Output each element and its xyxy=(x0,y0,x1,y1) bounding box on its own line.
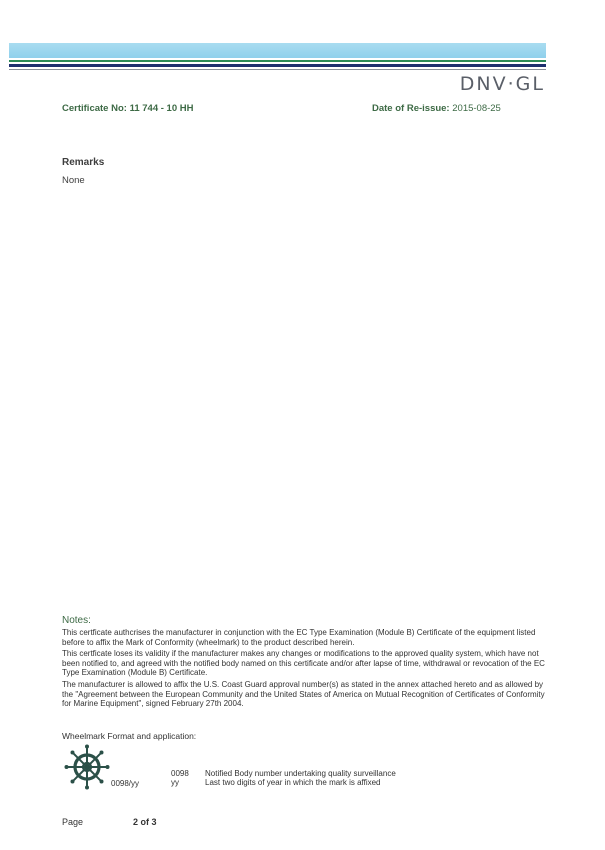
legend-code: yy xyxy=(171,778,179,787)
wheelmark-format: 0098/yy xyxy=(111,779,140,788)
notes-body xyxy=(62,628,547,711)
header-rule-gray xyxy=(9,69,546,70)
header-rule-navy xyxy=(9,64,546,67)
reissue-value: 2015-08-25 xyxy=(452,103,501,114)
notes-title: Notes: xyxy=(62,615,91,626)
notes-paragraph: This certficate authcrises the manufacturer in conjunction with the EC Type Examination (Module B) Certificate of the equipment listed before to affix the Mark of Conformity (wheelmark) to the product described herein. xyxy=(62,628,536,647)
remarks-title: Remarks xyxy=(62,157,105,168)
page-number: 2 of 3 xyxy=(133,817,157,827)
wheelmark-title: Wheelmark Format and application: xyxy=(62,731,197,741)
header-rule-green xyxy=(9,60,546,62)
legend-code: 0098 xyxy=(171,769,189,778)
remarks-value: None xyxy=(62,175,85,186)
notes-paragraph: The manufacturer is allowed to affix the U.S. Coast Guard approval number(s) as stated in the annex attached hereto and as allowed by the "Agreement between the European Community and the United States of America on Mutual Recognition of Certificates of Conformity for Marine Equipment", signed February 27th 2004. xyxy=(62,679,545,709)
page-label: Page xyxy=(62,817,84,827)
wheelmark-icon xyxy=(64,744,110,790)
legend-description: Last two digits of year in which the mark is affixed xyxy=(205,778,381,787)
notes-paragraph: This certficate loses its validity if the manufacturer makes any changes or modifications to the approved quality system, which have not been notified to, and agreed with the notified body named on this certificate and/or after lapse of time, withdrawal or revocation of the EC Type Examination (Module B) Certificate. xyxy=(62,649,545,678)
header-band xyxy=(9,43,546,58)
reissue-date xyxy=(372,103,501,114)
certificate-number: Certificate No: 11 744 - 10 HH xyxy=(62,103,194,114)
reissue-label: Date of Re-issue: xyxy=(372,103,450,114)
dnvgl-logo: DNV·GL xyxy=(459,73,545,95)
legend-description: Notified Body number undertaking quality surveillance xyxy=(205,769,396,778)
